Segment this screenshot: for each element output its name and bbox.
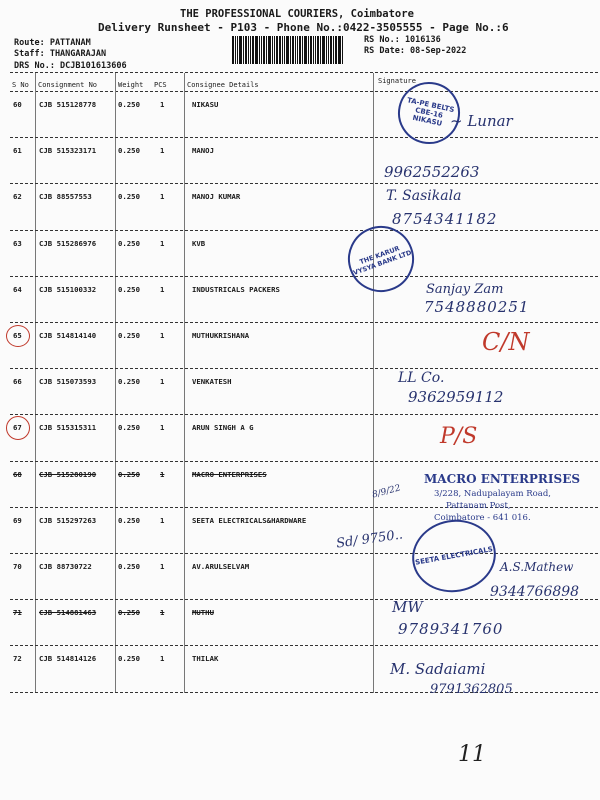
red-circle-mark xyxy=(6,325,30,347)
barcode-bar xyxy=(239,36,242,64)
barcode-bar xyxy=(333,36,334,64)
barcode-bar xyxy=(299,36,301,64)
barcode-bar xyxy=(308,36,309,64)
row-separator xyxy=(10,183,598,184)
handwritten-phone: 9344766898 xyxy=(490,584,580,600)
signature-scribble: ~ Lunar xyxy=(450,112,513,130)
signature-scribble: Sanjay Zam xyxy=(426,282,504,297)
row-consignment-no: CJB 514814126 xyxy=(39,654,97,664)
row-consignment-no: CJB 88557553 xyxy=(39,192,92,202)
row-separator xyxy=(10,322,598,323)
row-consignment-no: CJB 515315311 xyxy=(39,423,97,433)
handwritten-date: 8/9/22 xyxy=(371,483,402,501)
row-consignment-no: CJB 514881463 xyxy=(39,608,97,618)
row-separator xyxy=(10,137,598,138)
row-weight: 0.250 xyxy=(118,192,140,202)
row-separator xyxy=(10,276,598,277)
barcode-bar xyxy=(252,36,254,64)
row-sno: 66 xyxy=(13,377,22,387)
row-pcs: 1 xyxy=(160,654,165,664)
row-consignee: KVB xyxy=(192,238,206,248)
barcode-bar xyxy=(261,36,262,64)
barcode-bar xyxy=(310,36,312,64)
rs-date-label: RS Date: 08-Sep-2022 xyxy=(364,46,467,56)
row-separator xyxy=(10,553,598,554)
barcode-bar xyxy=(313,36,314,64)
barcode-bar xyxy=(248,36,249,64)
row-pcs: 1 xyxy=(160,146,165,156)
row-separator xyxy=(10,461,598,462)
row-weight: 0.250 xyxy=(118,515,140,525)
barcode-bar xyxy=(302,36,303,64)
macro-stamp-address: Coimbatore - 641 016. xyxy=(434,513,531,523)
row-pcs: 1 xyxy=(160,100,165,109)
macro-stamp-name: MACRO ENTERPRISES xyxy=(424,472,580,486)
barcode-bar xyxy=(342,36,343,64)
barcode-bar xyxy=(245,36,247,64)
row-consignee: MACRO ENTERPRISES xyxy=(192,469,267,479)
handwritten-phone: 9962552263 xyxy=(384,163,480,181)
row-weight: 0.250 xyxy=(118,608,140,618)
route-label: Route: PATTANAM xyxy=(14,38,91,48)
barcode-bar xyxy=(263,36,265,64)
barcode-bar xyxy=(304,36,307,64)
barcode-bar xyxy=(232,36,234,64)
col-header-consignment: Consignment No xyxy=(38,81,98,89)
sheet-title: Delivery Runsheet - P103 - Phone No.:0422-3505555 - Page No.:6 xyxy=(98,21,509,34)
row-sno: 65 xyxy=(13,331,22,340)
barcode-bar xyxy=(259,36,260,64)
barcode-bar xyxy=(276,36,278,64)
barcode-bar xyxy=(317,36,319,64)
row-sno: 60 xyxy=(13,100,22,109)
row-weight: 0.250 xyxy=(118,100,140,109)
company-title: THE PROFESSIONAL COURIERS, Coimbatore xyxy=(180,8,414,20)
barcode-bar xyxy=(237,36,238,64)
row-consignment-no: CJB 514814140 xyxy=(39,331,97,340)
row-consignee: MUTHU xyxy=(192,608,214,618)
barcode-bar xyxy=(284,36,285,64)
row-consignment-no: CJB 515286976 xyxy=(39,238,97,248)
barcode-bar xyxy=(274,36,275,64)
barcode-bar xyxy=(290,36,291,64)
barcode-bar xyxy=(279,36,281,64)
col-header-consignee: Consignee Details xyxy=(187,81,259,89)
row-weight: 0.250 xyxy=(118,469,140,479)
page-mark: 11 xyxy=(458,742,486,767)
belts-stamp: TA-PE BELTS CBE-16 NIKASU xyxy=(392,76,466,150)
barcode-bar xyxy=(320,36,321,64)
seeta-stamp: SEETA ELECTRICALS xyxy=(406,513,501,598)
barcode-bar xyxy=(272,36,273,64)
row-separator xyxy=(10,645,598,646)
barcode xyxy=(232,36,356,64)
row-separator xyxy=(10,414,598,415)
row-consignment-no: CJB 515100332 xyxy=(39,284,97,294)
handwritten-phone: 8754341182 xyxy=(392,210,498,228)
handwritten-phone: 7548880251 xyxy=(424,298,530,316)
row-weight: 0.250 xyxy=(118,562,140,571)
handwritten-name: M. Sadaiami xyxy=(390,660,486,678)
handwritten-name: T. Sasikala xyxy=(386,188,462,204)
row-pcs: 1 xyxy=(160,469,165,479)
barcode-bar xyxy=(268,36,271,64)
macro-stamp-address: Pattanam Post, xyxy=(446,501,511,511)
row-sno: 67 xyxy=(13,423,22,433)
signature-scribble: MW xyxy=(392,598,423,616)
barcode-bar xyxy=(250,36,251,64)
macro-stamp-address: 3/228, Nadupalayam Road, xyxy=(434,489,551,499)
row-separator xyxy=(10,368,598,369)
row-consignee: INDUSTRICALS PACKERS xyxy=(192,284,280,294)
drs-label: DRS No.: DCJB101613606 xyxy=(14,61,127,71)
barcode-bar xyxy=(326,36,327,64)
header-rule xyxy=(10,91,598,92)
row-sno: 70 xyxy=(13,562,22,571)
row-consignee: MANOJ KUMAR xyxy=(192,192,241,202)
rs-no-label: RS No.: 1016136 xyxy=(364,35,441,45)
barcode-bar xyxy=(328,36,329,64)
barcode-bar xyxy=(255,36,258,64)
bank-stamp: THE KARUR VYSYA BANK LTD xyxy=(339,217,424,302)
barcode-bar xyxy=(292,36,294,64)
barcode-bar xyxy=(266,36,267,64)
row-consignee: SEETA ELECTRICALS&HARDWARE xyxy=(192,515,307,525)
row-consignee: MUTHUKRISHANA xyxy=(192,331,250,340)
barcode-bar xyxy=(295,36,296,64)
barcode-bar xyxy=(335,36,337,64)
table-top-rule xyxy=(10,72,598,73)
col-header-signature: Signature xyxy=(378,77,416,85)
row-consignment-no: CJB 515323171 xyxy=(39,146,97,156)
barcode-bar xyxy=(235,36,236,64)
row-sno: 69 xyxy=(13,515,22,525)
row-consignment-no: CJB 515280190 xyxy=(39,469,97,479)
row-consignee: NIKASU xyxy=(192,100,219,109)
signature-scribble: A.S.Mathew xyxy=(500,560,574,574)
red-circle-mark xyxy=(6,416,30,440)
row-weight: 0.250 xyxy=(118,654,140,664)
col-header-pcs: PCS xyxy=(154,81,167,89)
row-sno: 61 xyxy=(13,146,22,156)
row-consignee: VENKATESH xyxy=(192,377,232,387)
barcode-bar xyxy=(315,36,316,64)
col-header-sno: S No xyxy=(12,81,29,89)
row-pcs: 1 xyxy=(160,377,165,387)
row-consignee: THILAK xyxy=(192,654,219,664)
row-pcs: 1 xyxy=(160,284,165,294)
row-sno: 62 xyxy=(13,192,22,202)
row-sno: 72 xyxy=(13,654,22,664)
handwritten-phone: 9362959112 xyxy=(408,388,504,406)
row-weight: 0.250 xyxy=(118,146,140,156)
row-consignee: ARUN SINGH A G xyxy=(192,423,254,433)
signature-scribble: Sd/ 9750.. xyxy=(335,527,404,552)
row-pcs: 1 xyxy=(160,515,165,525)
handwritten-mark: P/S xyxy=(440,424,478,449)
row-consignment-no: CJB 88730722 xyxy=(39,562,92,571)
row-consignee: MANOJ xyxy=(192,146,214,156)
barcode-bar xyxy=(338,36,341,64)
row-sno: 63 xyxy=(13,238,22,248)
row-pcs: 1 xyxy=(160,192,165,202)
signature-scribble: LL Co. xyxy=(398,370,445,386)
row-separator xyxy=(10,230,598,231)
barcode-bar xyxy=(322,36,325,64)
barcode-bar xyxy=(243,36,244,64)
row-sno: 68 xyxy=(13,469,22,479)
row-sno: 64 xyxy=(13,284,22,294)
col-header-weight: Weight xyxy=(118,81,144,89)
handwritten-phone: 9791362805 xyxy=(430,682,513,697)
barcode-bar xyxy=(282,36,283,64)
row-consignment-no: CJB 515297263 xyxy=(39,515,97,525)
row-pcs: 1 xyxy=(160,608,165,618)
barcode-bar xyxy=(286,36,289,64)
row-consignee: AV.ARULSELVAM xyxy=(192,562,250,571)
row-weight: 0.250 xyxy=(118,284,140,294)
handwritten-mark: C/N xyxy=(482,328,530,356)
row-pcs: 1 xyxy=(160,238,165,248)
row-weight: 0.250 xyxy=(118,423,140,433)
row-pcs: 1 xyxy=(160,331,165,340)
row-weight: 0.250 xyxy=(118,377,140,387)
row-pcs: 1 xyxy=(160,423,165,433)
row-weight: 0.250 xyxy=(118,238,140,248)
barcode-bar xyxy=(297,36,298,64)
staff-label: Staff: THANGARAJAN xyxy=(14,49,107,59)
row-weight: 0.250 xyxy=(118,331,140,340)
row-consignment-no: CJB 515128778 xyxy=(39,100,97,109)
row-sno: 71 xyxy=(13,608,22,618)
row-pcs: 1 xyxy=(160,562,165,571)
barcode-bar xyxy=(330,36,332,64)
handwritten-phone: 9789341760 xyxy=(398,620,504,638)
row-consignment-no: CJB 515073593 xyxy=(39,377,97,387)
